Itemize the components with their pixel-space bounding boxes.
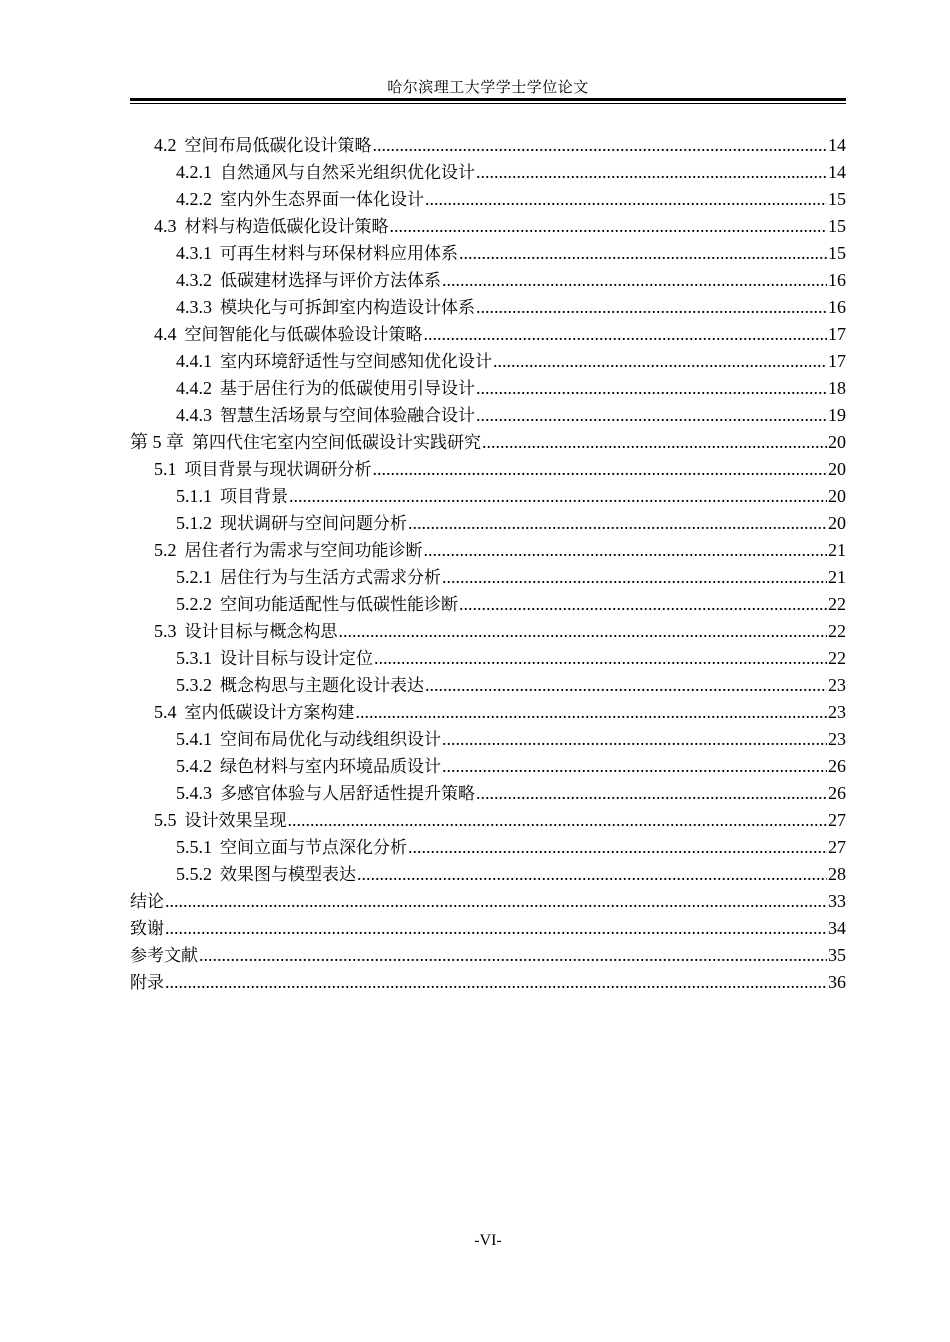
toc-entry-leader [165, 888, 827, 915]
toc-entry-title: 空间布局优化与动线组织设计 [220, 730, 441, 750]
toc-entry[interactable] [130, 780, 846, 807]
toc-entry-number: 5.2.2 [176, 594, 212, 614]
toc-entry-page: 26 [828, 783, 846, 803]
toc-entry-page: 23 [828, 675, 846, 695]
toc-entry-number: 5.5.2 [176, 864, 212, 884]
toc-entry-page: 14 [828, 162, 846, 182]
toc-entry[interactable] [130, 753, 846, 780]
toc-entry-title: 现状调研与空间问题分析 [220, 514, 407, 534]
toc-entry[interactable] [130, 213, 846, 240]
toc-entry-number: 5.4.2 [176, 756, 212, 776]
toc-entry-leader [476, 780, 827, 807]
header-rule-thin [130, 103, 846, 104]
toc-entry[interactable] [130, 699, 846, 726]
toc-entry-title: 室内环境舒适性与空间感知优化设计 [220, 352, 492, 372]
toc-entry-title: 空间立面与节点深化分析 [220, 838, 407, 858]
toc-entry-number: 4.3.3 [176, 297, 212, 317]
toc-entry-title: 居住者行为需求与空间功能诊断 [184, 541, 423, 561]
toc-entry-title: 效果图与模型表达 [220, 865, 356, 885]
toc-entry-number: 4.2 [154, 135, 177, 155]
toc-entry-number: 4.4.3 [176, 405, 212, 425]
toc-entry-title: 室内外生态界面一体化设计 [220, 190, 424, 210]
toc-entry-title: 多感官体验与人居舒适性提升策略 [220, 784, 475, 804]
toc-entry[interactable] [130, 861, 846, 888]
toc-entry-page: 20 [828, 432, 846, 452]
toc-entry[interactable] [130, 672, 846, 699]
toc-entry-number: 4.3.1 [176, 243, 212, 263]
toc-entry-number: 5.3.1 [176, 648, 212, 668]
toc-entry-leader [476, 294, 827, 321]
toc-entry-page: 15 [828, 243, 846, 263]
toc-entry-number: 4.3 [154, 216, 177, 236]
toc-entry-leader [373, 456, 828, 483]
toc-entry-title: 项目背景 [220, 487, 288, 507]
toc-entry-title: 模块化与可拆卸室内构造设计体系 [220, 298, 475, 318]
toc-entry-title: 空间布局低碳化设计策略 [184, 136, 372, 156]
toc-entry-leader [165, 915, 827, 942]
toc-entry-title: 第四代住宅室内空间低碳设计实践研究 [192, 433, 481, 453]
toc-entry-page: 20 [828, 486, 846, 506]
toc-entry-leader [424, 321, 828, 348]
toc-entry-title: 低碳建材选择与评价方法体系 [220, 271, 441, 291]
toc-entry[interactable] [130, 807, 846, 834]
toc-entry-page: 20 [828, 513, 846, 533]
toc-entry-page: 15 [828, 189, 846, 209]
toc-entry-title: 概念构思与主题化设计表达 [220, 676, 424, 696]
toc-entry-title: 居住行为与生活方式需求分析 [220, 568, 441, 588]
toc-entry-leader [476, 159, 827, 186]
toc-entry-page: 17 [828, 351, 846, 371]
toc-entry-title: 设计目标与概念构思 [184, 622, 338, 642]
toc-entry-title: 材料与构造低碳化设计策略 [184, 217, 389, 237]
toc-entry-leader [288, 807, 828, 834]
toc-entry-number: 4.4.2 [176, 378, 212, 398]
toc-entry-page: 14 [828, 135, 846, 155]
toc-entry-leader [459, 240, 827, 267]
toc-entry-leader [408, 834, 827, 861]
toc-entry-number: 5.1.2 [176, 513, 212, 533]
toc-entry-page: 35 [828, 945, 846, 965]
toc-entry-page: 22 [828, 648, 846, 668]
toc-entry-number: 4.4.1 [176, 351, 212, 371]
toc-entry[interactable] [130, 483, 846, 510]
toc-entry-page: 16 [828, 270, 846, 290]
toc-entry-page: 22 [828, 621, 846, 641]
toc-entry-page: 27 [828, 810, 846, 830]
toc-entry-leader [442, 753, 827, 780]
toc-entry-leader [408, 510, 827, 537]
toc-entry-title: 智慧生活场景与空间体验融合设计 [220, 406, 475, 426]
toc-entry-page: 16 [828, 297, 846, 317]
toc-entry-page: 23 [828, 702, 846, 722]
toc-entry-page: 20 [828, 459, 846, 479]
table-of-contents [130, 132, 846, 996]
toc-entry-page: 19 [828, 405, 846, 425]
toc-entry-number: 第 5 章 [130, 432, 184, 452]
toc-entry-number: 4.2.2 [176, 189, 212, 209]
toc-entry-title: 室内低碳设计方案构建 [184, 703, 355, 723]
toc-entry-page: 22 [828, 594, 846, 614]
toc-entry-page: 27 [828, 837, 846, 857]
toc-entry-title: 附录 [130, 973, 164, 993]
toc-entry-title: 空间智能化与低碳体验设计策略 [184, 325, 423, 345]
toc-entry[interactable] [130, 456, 846, 483]
toc-entry-leader [442, 726, 827, 753]
toc-entry[interactable] [130, 159, 846, 186]
toc-entry-page: 28 [828, 864, 846, 884]
toc-entry-leader [459, 591, 827, 618]
toc-entry-number: 5.5.1 [176, 837, 212, 857]
toc-entry[interactable] [130, 186, 846, 213]
toc-entry-page: 34 [828, 918, 846, 938]
toc-entry[interactable] [130, 537, 846, 564]
toc-entry-title: 绿色材料与室内环境品质设计 [220, 757, 441, 777]
toc-entry[interactable] [130, 915, 846, 942]
toc-entry-title: 可再生材料与环保材料应用体系 [220, 244, 458, 264]
toc-entry-leader [373, 132, 828, 159]
toc-entry-page: 23 [828, 729, 846, 749]
toc-entry-leader [357, 861, 827, 888]
toc-entry-leader [476, 375, 827, 402]
toc-entry[interactable] [130, 294, 846, 321]
header-rule-thick [130, 98, 846, 101]
toc-entry-number: 4.4 [154, 324, 177, 344]
toc-entry-title: 基于居住行为的低碳使用引导设计 [220, 379, 475, 399]
toc-entry[interactable] [130, 267, 846, 294]
toc-entry-leader [482, 429, 827, 456]
toc-entry-title: 参考文献 [130, 946, 198, 966]
toc-entry[interactable] [130, 429, 846, 456]
toc-entry[interactable] [130, 942, 846, 969]
toc-entry-leader [289, 483, 827, 510]
toc-entry-number: 5.4.3 [176, 783, 212, 803]
toc-entry-leader [425, 672, 827, 699]
toc-entry-number: 5.1.1 [176, 486, 212, 506]
toc-entry-title: 自然通风与自然采光组织优化设计 [220, 163, 475, 183]
page-header: 哈尔滨理工大学学士学位论文 [387, 78, 589, 96]
toc-entry-title: 项目背景与现状调研分析 [184, 460, 372, 480]
toc-entry-number: 5.4 [154, 702, 177, 722]
toc-entry-number: 5.5 [154, 810, 177, 830]
toc-entry-page: 17 [828, 324, 846, 344]
toc-entry[interactable] [130, 321, 846, 348]
toc-entry[interactable] [130, 834, 846, 861]
toc-entry[interactable] [130, 402, 846, 429]
toc-entry-number: 5.2.1 [176, 567, 212, 587]
toc-entry-leader [424, 537, 828, 564]
toc-entry-page: 18 [828, 378, 846, 398]
toc-entry-number: 5.2 [154, 540, 177, 560]
toc-entry[interactable] [130, 375, 846, 402]
toc-entry-leader [425, 186, 827, 213]
toc-entry-leader [390, 213, 828, 240]
toc-entry-leader [442, 267, 827, 294]
toc-entry-number: 5.3.2 [176, 675, 212, 695]
toc-entry-number: 5.4.1 [176, 729, 212, 749]
toc-entry-title: 设计效果呈现 [184, 811, 287, 831]
toc-entry-leader [199, 942, 827, 969]
toc-entry-page: 36 [828, 972, 846, 992]
toc-entry-leader [356, 699, 828, 726]
toc-entry-leader [374, 645, 827, 672]
toc-entry-leader [493, 348, 827, 375]
toc-entry[interactable] [130, 564, 846, 591]
toc-entry-page: 15 [828, 216, 846, 236]
toc-entry-title: 空间功能适配性与低碳性能诊断 [220, 595, 458, 615]
toc-entry[interactable] [130, 132, 846, 159]
toc-entry-page: 21 [828, 540, 846, 560]
toc-entry-number: 5.3 [154, 621, 177, 641]
toc-entry-title: 结论 [130, 892, 164, 912]
toc-entry-leader [339, 618, 828, 645]
toc-entry-leader [476, 402, 827, 429]
toc-entry[interactable] [130, 510, 846, 537]
page-number: -VI- [474, 1232, 502, 1249]
toc-entry[interactable] [130, 726, 846, 753]
toc-entry-page: 21 [828, 567, 846, 587]
toc-entry-page: 33 [828, 891, 846, 911]
toc-entry-title: 设计目标与设计定位 [220, 649, 373, 669]
toc-entry-number: 4.2.1 [176, 162, 212, 182]
toc-entry[interactable] [130, 969, 846, 996]
toc-entry[interactable] [130, 645, 846, 672]
toc-entry-page: 26 [828, 756, 846, 776]
toc-entry-title: 致谢 [130, 919, 164, 939]
toc-entry-number: 4.3.2 [176, 270, 212, 290]
toc-entry[interactable] [130, 240, 846, 267]
toc-entry-leader [165, 969, 827, 996]
toc-entry-leader [442, 564, 827, 591]
toc-entry[interactable] [130, 888, 846, 915]
toc-entry[interactable] [130, 591, 846, 618]
toc-entry[interactable] [130, 348, 846, 375]
toc-entry-number: 5.1 [154, 459, 177, 479]
toc-entry[interactable] [130, 618, 846, 645]
